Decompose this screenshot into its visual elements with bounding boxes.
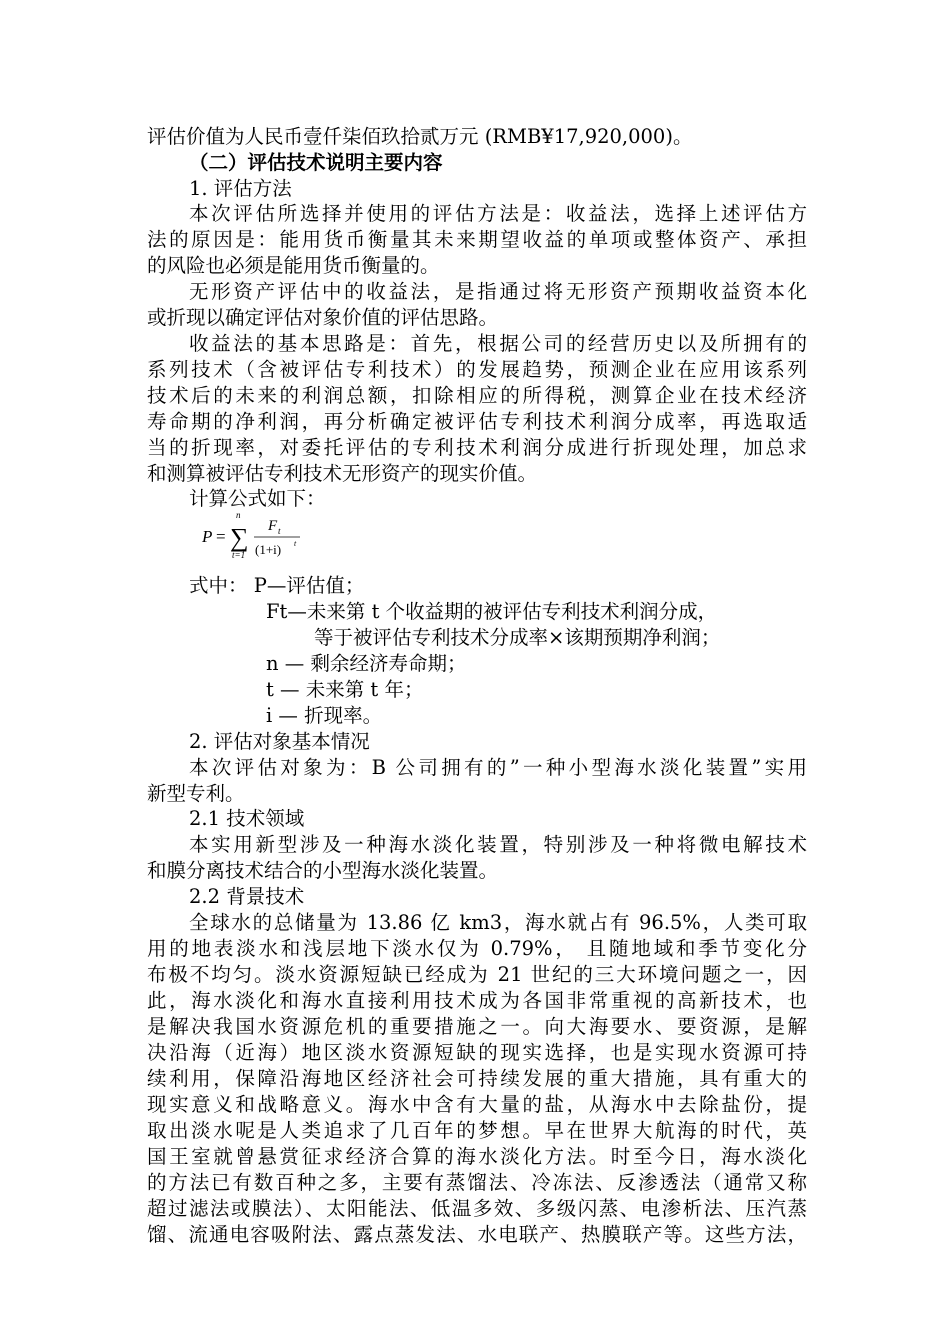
formula-numerator-sub: t (278, 526, 281, 536)
paragraph-line: 布极不均匀。淡水资源短缺已经成为 21 世纪的三大环境问题之一，因 (147, 963, 807, 986)
paragraph-line: 本实用新型涉及一种海水淡化装置，特别涉及一种将微电解技术 (189, 833, 807, 856)
legend-line-p: 式中： P—评估值； (189, 574, 365, 597)
paragraph-line: 和测算被评估专利技术无形资产的现实价值。 (147, 462, 538, 485)
paragraph-line: 用的地表淡水和浅层地下淡水仅为 0.79%， 且随地域和季节变化分 (147, 937, 807, 960)
legend-line-n: n — 剩余经济寿命期； (266, 652, 467, 675)
paragraph-line: 的风险也必须是能用货币衡量的。 (147, 254, 440, 277)
subheading-field: 2.1 技术领域 (189, 807, 305, 830)
formula-equals: = (216, 527, 226, 546)
paragraph-line: 是解决我国水资源危机的重要措施之一。向大海要水、要资源，是解 (147, 1015, 807, 1038)
formula-lower-limit: t=1 (232, 550, 246, 560)
paragraph-line: 收益法的基本思路是：首先，根据公司的经营历史以及所拥有的 (189, 332, 807, 355)
paragraph-line: 现实意义和战略意义。海水中含有大量的盐，从海水中去除盐份，提 (147, 1093, 807, 1116)
paragraph-line: 无形资产评估中的收益法，是指通过将无形资产预期收益资本化 (189, 280, 807, 303)
paragraph-line: 取出淡水呢是人类追求了几百年的梦想。早在世界大航海的时代，英 (147, 1119, 807, 1142)
formula-sum-sign: ∑ (230, 523, 249, 552)
subheading-object: 2. 评估对象基本情况 (189, 730, 370, 753)
legend-line-i: i — 折现率。 (266, 704, 383, 727)
paragraph-line: 国王室就曾悬赏征求经济合算的海水淡化方法。时至今日，海水淡化 (147, 1145, 807, 1168)
legend-line-t: t — 未来第 t 年； (266, 678, 424, 701)
formula-lhs: P (202, 527, 213, 546)
formula-denominator-exp: t (294, 539, 297, 548)
paragraph-line: 当的折现率，对委托评估的专利技术利润分成进行折现处理，加总求 (147, 436, 807, 459)
paragraph-line: 本次评估对象为：B 公司拥有的”一种小型海水淡化装置”实用 (189, 756, 807, 779)
paragraph-line: 超过滤法或膜法）、太阳能法、低温多效、多级闪蒸、电渗析法、压汽蒸 (147, 1197, 807, 1220)
paragraph-line: 本次评估所选择并使用的评估方法是：收益法，选择上述评估方 (189, 202, 807, 225)
paragraph-line: 系列技术（含被评估专利技术）的发展趋势，预测企业在应用该系列 (147, 358, 807, 381)
legend-line-ft-cont: 等于被评估专利技术分成率×该期预期净利润； (314, 626, 721, 649)
formula-denominator: (1+i) (255, 542, 282, 557)
formula-numerator: F (268, 518, 278, 534)
paragraph-line: 新型专利。 (147, 782, 245, 805)
section-heading: （二）评估技术说明主要内容 (189, 151, 443, 174)
valuation-amount-line: 评估价值为人民币壹仟柒佰玖拾贰万元 (RMB¥17,920,000)。 (147, 125, 693, 148)
formula-upper-limit: n (236, 510, 241, 520)
paragraph-line: 或折现以确定评估对象价值的评估思路。 (147, 306, 499, 329)
paragraph-line: 法的原因是：能用货币衡量其未来期望收益的单项或整体资产、承担 (147, 228, 807, 251)
paragraph-line: 此，海水淡化和海水直接利用技术成为各国非常重视的高新技术，也 (147, 989, 807, 1012)
paragraph-line: 馏、流通电容吸附法、露点蒸发法、水电联产、热膜联产等。这些方法， (147, 1223, 807, 1246)
paragraph-line: 和膜分离技术结合的小型海水淡化装置。 (147, 859, 499, 882)
subheading-background: 2.2 背景技术 (189, 885, 305, 908)
paragraph-line: 寿命期的净利润，再分析确定被评估专利技术利润分成率，再选取适 (147, 410, 807, 433)
present-value-formula (200, 508, 360, 568)
paragraph-line: 续利用，保障沿海地区经济社会可持续发展的重大措施，具有重大的 (147, 1067, 807, 1090)
paragraph-line: 的方法已有数百种之多，主要有蒸馏法、冷冻法、反渗透法（通常又称 (147, 1171, 807, 1194)
paragraph-line: 决沿海（近海）地区淡水资源短缺的现实选择，也是实现水资源可持 (147, 1041, 807, 1064)
paragraph-line: 全球水的总储量为 13.86 亿 km3，海水就占有 96.5%，人类可取 (189, 911, 807, 934)
legend-line-ft: Ft—未来第 t 个收益期的被评估专利技术利润分成， (266, 600, 718, 623)
subheading-method: 1. 评估方法 (189, 177, 292, 200)
formula-intro: 计算公式如下： (189, 487, 326, 510)
paragraph-line: 技术后的未来的利润总额，扣除相应的所得税，测算企业在技术经济 (147, 384, 807, 407)
